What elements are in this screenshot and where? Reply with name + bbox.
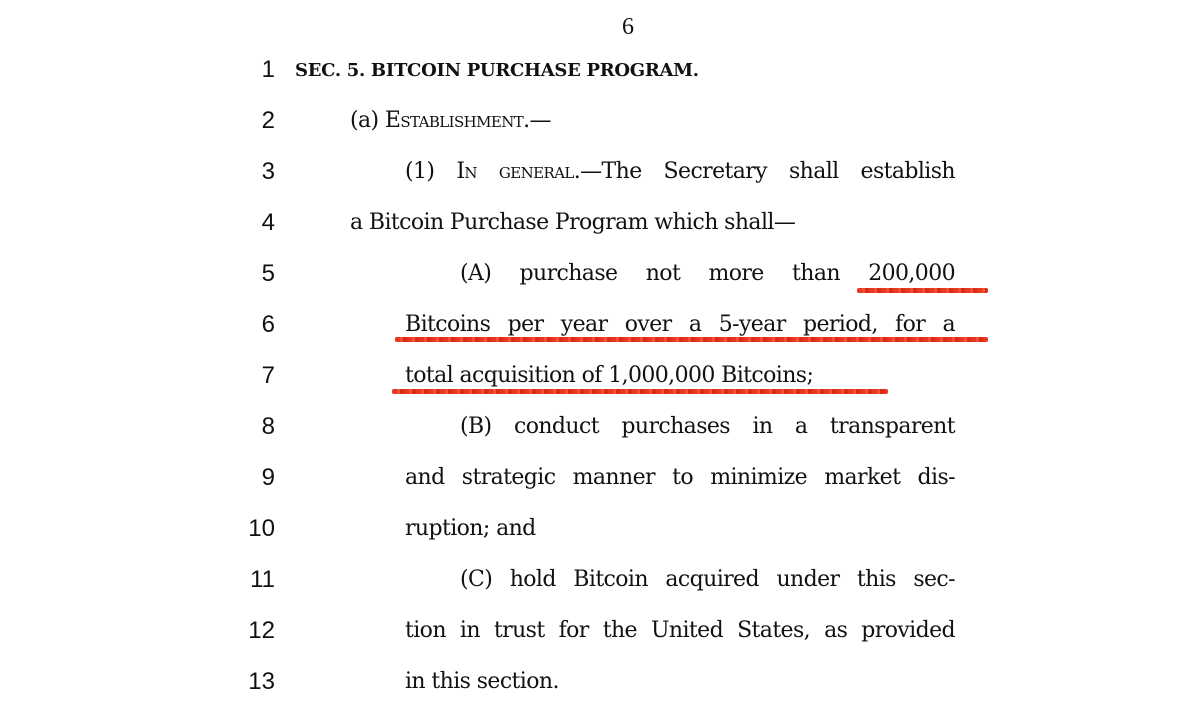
subsection-heading: [350, 108, 551, 133]
line-number: 1: [261, 56, 275, 83]
red-underline-annotation: [395, 337, 988, 342]
line-number: 11: [250, 566, 275, 593]
text-line: (B) conduct purchases in a transparent: [460, 414, 955, 439]
line-number: 4: [261, 209, 275, 236]
text-line: (A) purchase not more than 200,000: [460, 261, 955, 286]
prefix: (1): [405, 159, 457, 184]
line-number: 8: [261, 413, 275, 440]
section-heading: SEC. 5. BITCOIN PURCHASE PROGRAM.: [295, 60, 699, 81]
line-number: 5: [261, 260, 275, 287]
text-line: tion in trust for the United States, as provided: [405, 618, 955, 643]
suffix: .—The Secretary shall establish: [573, 159, 956, 184]
text-line: [405, 159, 955, 184]
text-line: Bitcoins per year over a 5-year period, for a: [405, 312, 955, 337]
suffix: .—: [523, 108, 551, 133]
line-number: 7: [261, 362, 275, 389]
text-line: ruption; and: [405, 516, 536, 541]
line-number: 13: [248, 668, 275, 695]
text-line: total acquisition of 1,000,000 Bitcoins;: [405, 363, 814, 388]
line-number: 9: [261, 464, 275, 491]
line-number: 10: [248, 515, 275, 542]
line-number: 6: [261, 311, 275, 338]
text-line: and strategic manner to minimize market dis-: [405, 465, 955, 490]
red-underline-annotation: [392, 389, 888, 394]
text-line: a Bitcoin Purchase Program which shall—: [350, 210, 796, 235]
small-caps-heading: In general: [456, 159, 574, 184]
line-number: 12: [248, 617, 275, 644]
page-number: 6: [622, 14, 634, 40]
line-number: 2: [261, 107, 275, 134]
text-line: (C) hold Bitcoin acquired under this sec-: [460, 567, 955, 592]
red-underline-annotation: [857, 288, 988, 293]
prefix: (a): [350, 108, 385, 133]
text-line: in this section.: [405, 669, 559, 694]
small-caps-heading: Establishment: [384, 108, 524, 133]
line-number: 3: [261, 158, 275, 185]
